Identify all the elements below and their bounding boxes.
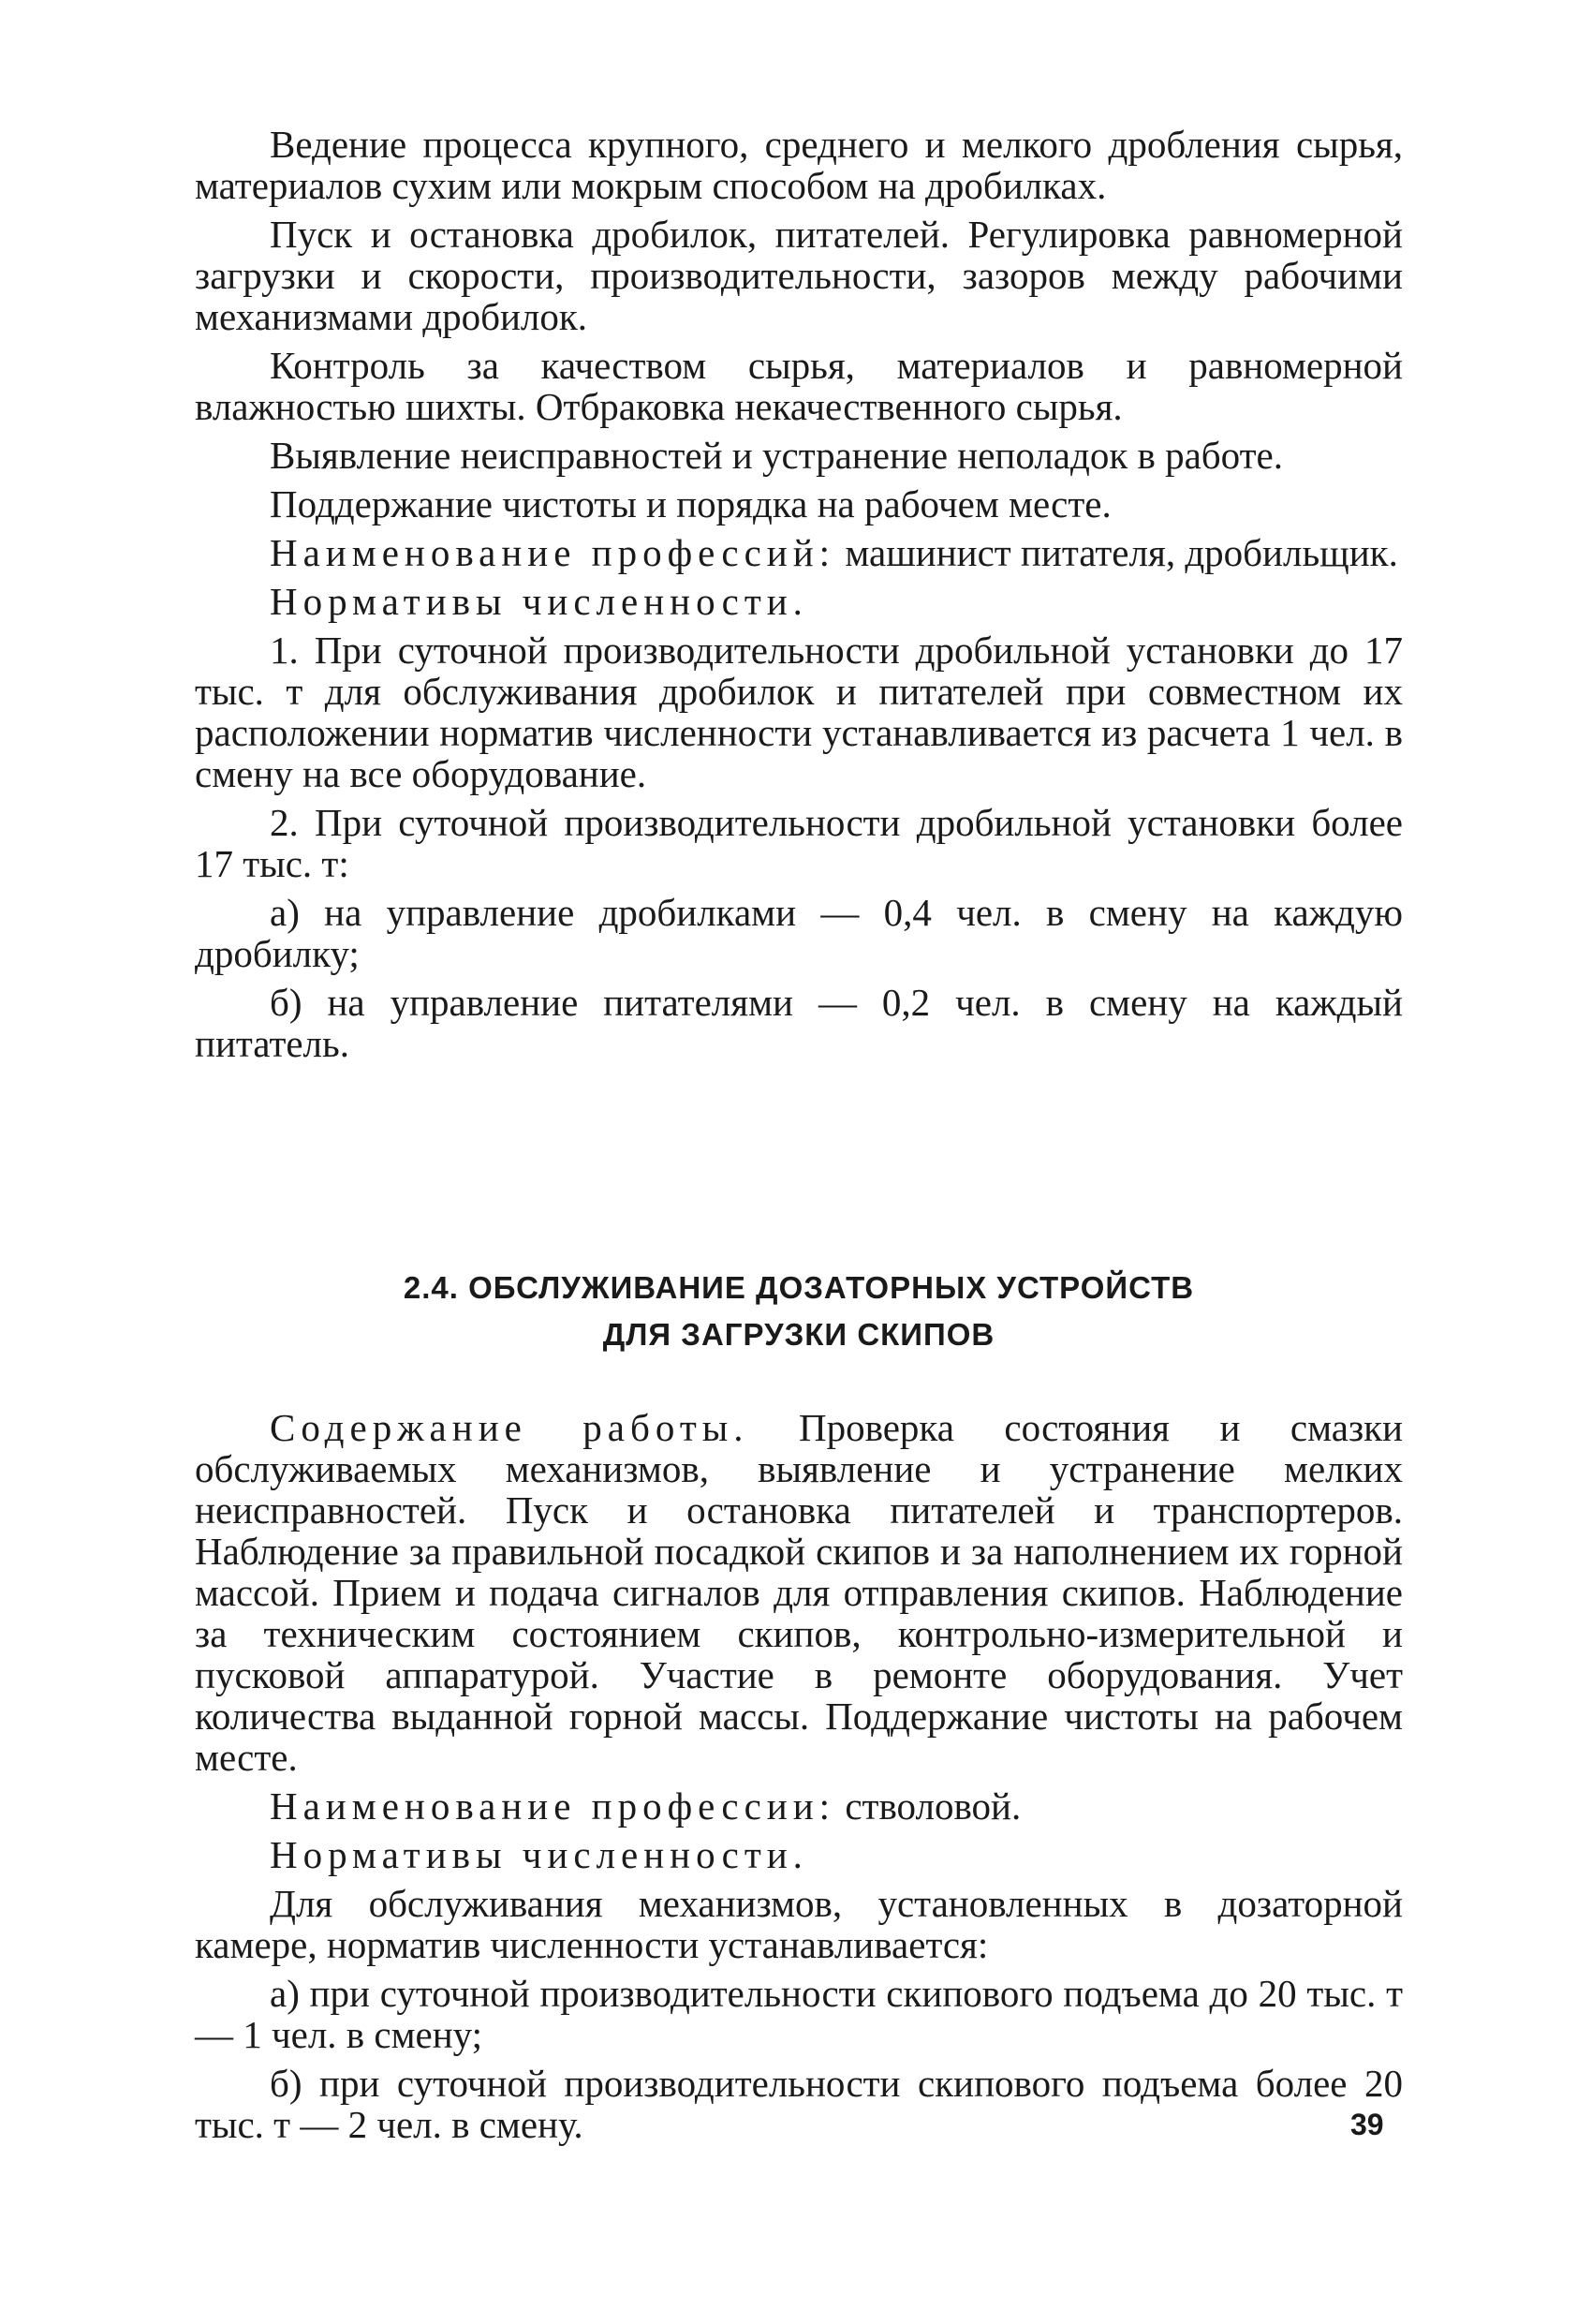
norms-heading xyxy=(195,1834,1403,1875)
profession-label: Наименование профессии: xyxy=(270,1784,836,1828)
paragraph: Выявление неисправностей и устранение неполадок в работе. xyxy=(270,434,1283,477)
section-title-line: ДЛЯ ЗАГРУЗКИ СКИПОВ xyxy=(602,1317,995,1352)
content-text: Проверка состояния и смазки обслуживаемых механизмов, выявление и устранение мелких неисправностей. Пуск и остановка питателей и транспортеров. Наблюдение за правильной посадкой скипов и за наполнением их горной массой. Прием и подача сигналов для отправления скипов. Наблюдение за техническим состоянием скипов, контрольно-измерительной и пусковой аппаратурой. Участие в ремонте оборудования. Учет количества выданной горной массы. Поддержание чистоты на рабочем месте. xyxy=(195,1406,1403,1779)
paragraph: Поддержание чистоты и порядка на рабочем месте. xyxy=(270,482,1112,525)
profession-value: стволовой. xyxy=(845,1784,1022,1828)
content-paragraph xyxy=(195,1407,1403,1778)
norm-item: 2. При суточной производительности дробильной установки более 17 тыс. т: xyxy=(195,801,1403,885)
norm-subitem: б) при суточной производительности скипового подъема более 20 тыс. т — 2 чел. в смену. xyxy=(195,2062,1403,2146)
paragraph: Контроль за качеством сырья, материалов и равномерной влажностью шихты. Отбраковка некачественного сырья. xyxy=(195,344,1403,428)
paragraph: Пуск и остановка дробилок, питателей. Регулировка равномерной загрузки и скорости, производительности, зазоров между рабочими механизмами дробилок. xyxy=(195,213,1403,338)
norms-label: Нормативы численности. xyxy=(270,580,808,623)
page-number: 39 xyxy=(1350,2108,1384,2141)
section-title xyxy=(195,1265,1403,1358)
content-label: Содержание работы. xyxy=(270,1406,749,1449)
norm-subitem: а) на управление дробилками — 0,4 чел. в смену на каждую дробилку; xyxy=(195,891,1403,975)
profession-paragraph xyxy=(195,1785,1403,1827)
norms-label: Нормативы численности. xyxy=(270,1833,808,1876)
professions-paragraph xyxy=(195,532,1403,573)
norm-subitem: а) при суточной производительности скипового подъема до 20 тыс. т — 1 чел. в смену; xyxy=(195,1972,1403,2056)
section-title-line: 2.4. ОБСЛУЖИВАНИЕ ДОЗАТОРНЫХ УСТРОЙСТВ xyxy=(403,1270,1195,1305)
section-body xyxy=(195,1407,1403,2153)
professions-value: машинист питателя, дробильщик. xyxy=(845,531,1398,574)
professions-label: Наименование профессий: xyxy=(270,531,836,574)
norms-heading xyxy=(195,581,1403,622)
norm-subitem: б) на управление питателями — 0,2 чел. в смену на каждый питатель. xyxy=(195,981,1403,1065)
norm-item: 1. При суточной производительности дробильной установки до 17 тыс. т для обслуживания дробилок и питателей при совместном их расположении норматив численности устанавливается из расчета 1 чел. в смену на все оборудование. xyxy=(195,629,1403,795)
norm-intro: Для обслуживания механизмов, установленных в дозаторной камере, норматив численности устанавливается: xyxy=(195,1882,1403,1966)
paragraph: Ведение процесса крупного, среднего и мелкого дробления сырья, материалов сухим или мокрым способом на дробилках. xyxy=(195,123,1403,207)
